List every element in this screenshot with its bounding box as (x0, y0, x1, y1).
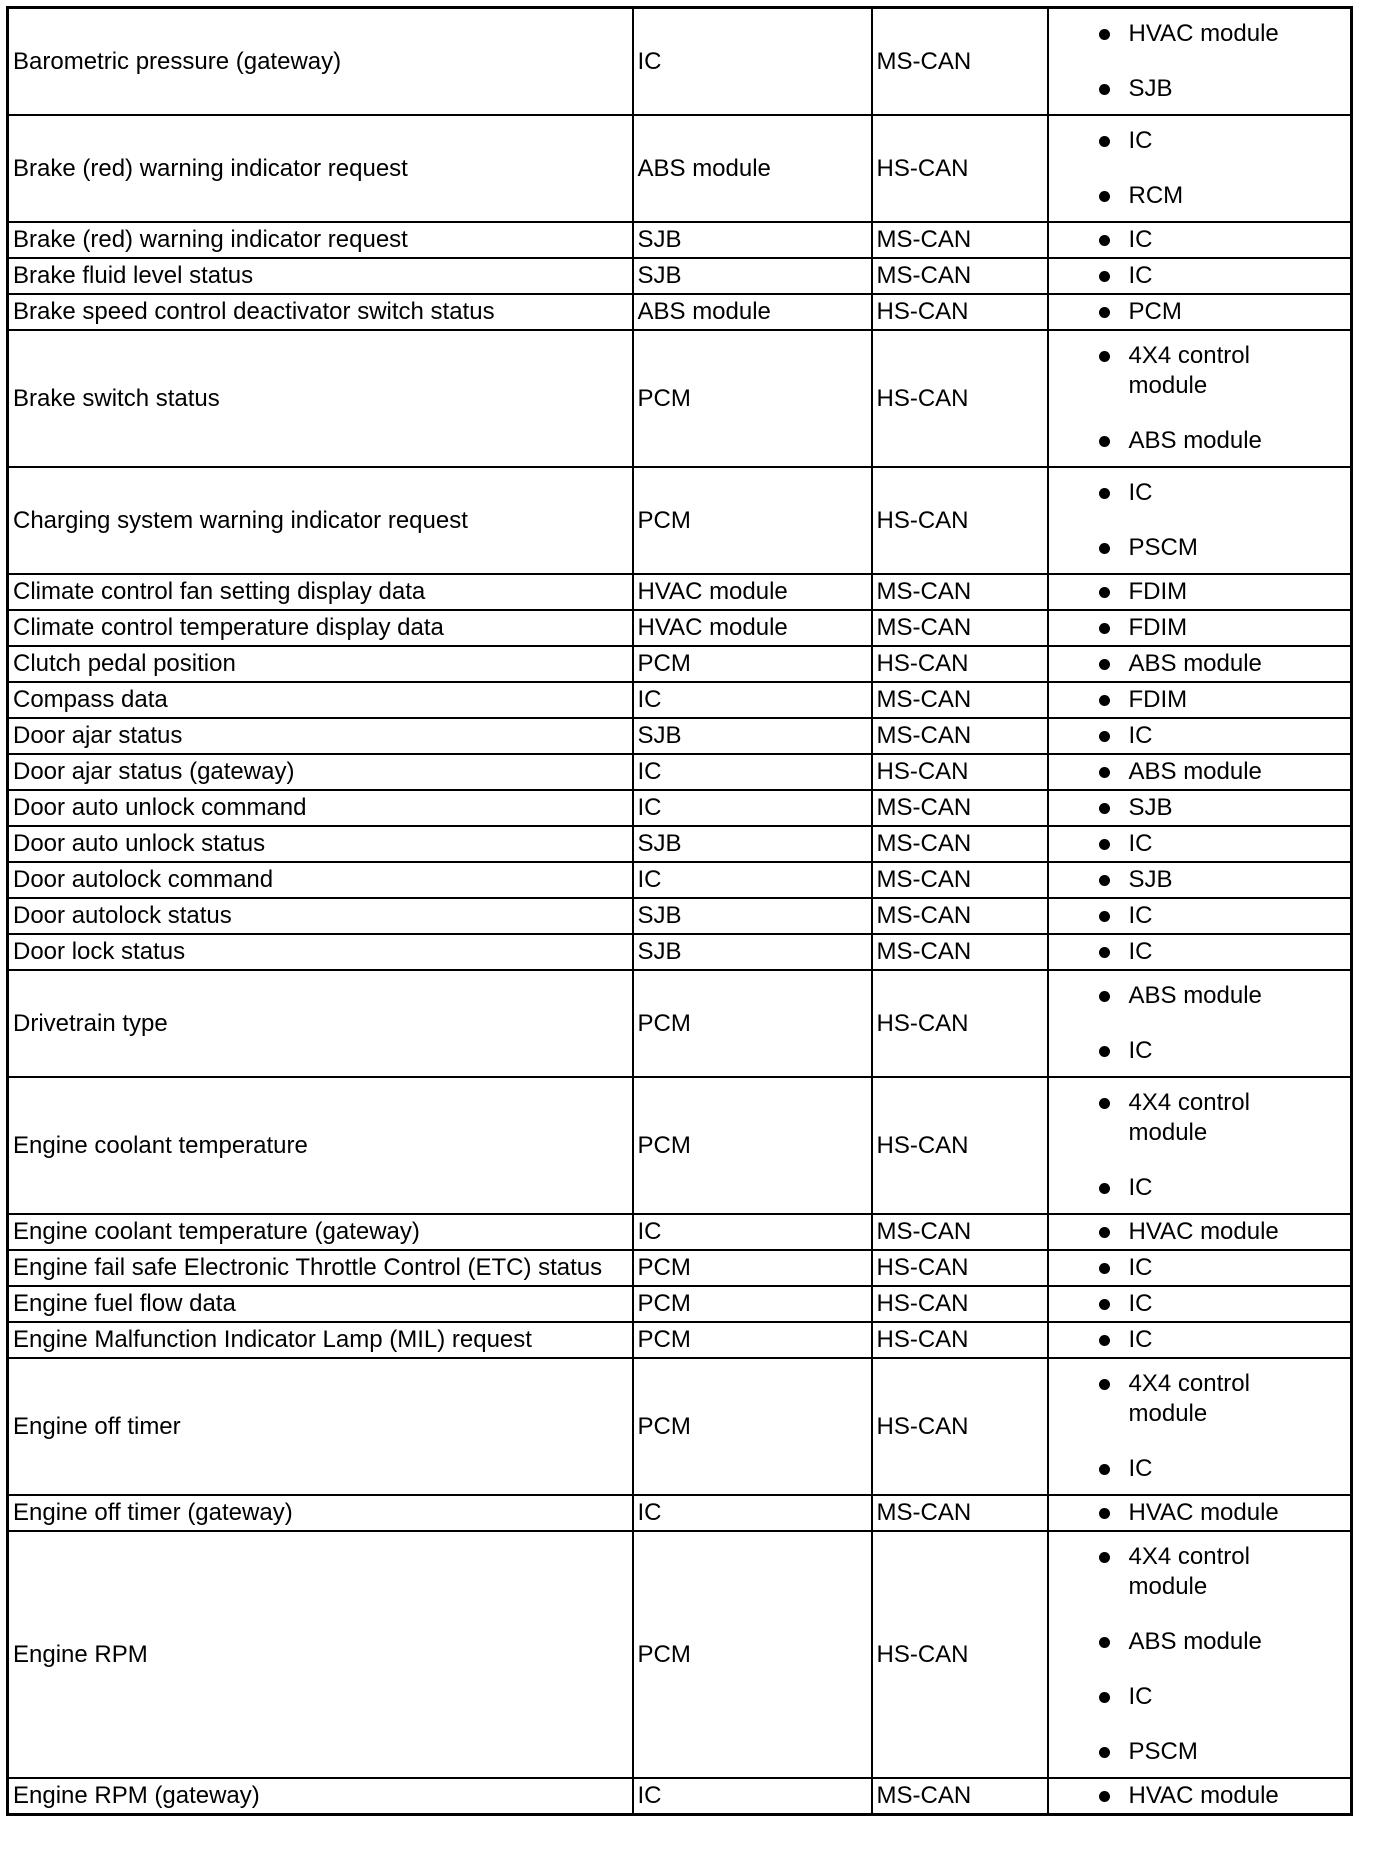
network-cell: MS-CAN (872, 258, 1048, 294)
receiver-label: 4X4 control module (1128, 1370, 1250, 1427)
originator-cell: PCM (633, 1322, 872, 1358)
originator-cell: IC (633, 682, 872, 718)
bullet-icon (1099, 1464, 1110, 1475)
bullet-icon (1099, 307, 1110, 318)
receiver-label: SJB (1128, 794, 1173, 821)
originator-cell: IC (633, 1214, 872, 1250)
receiver-list (1049, 331, 1351, 466)
bullet-icon (1099, 191, 1110, 202)
receiver-list (1049, 295, 1351, 329)
message-cell: Engine Malfunction Indicator Lamp (MIL) request (8, 1322, 633, 1358)
table-row (8, 8, 1352, 116)
originator-cell: PCM (633, 330, 872, 467)
network-cell: HS-CAN (872, 754, 1048, 790)
table-row (8, 934, 1352, 970)
receivers-cell (1048, 862, 1352, 898)
receiver-item (1049, 685, 1351, 715)
receiver-item (1049, 793, 1351, 823)
receivers-cell (1048, 646, 1352, 682)
bullet-icon (1099, 488, 1110, 499)
receivers-cell (1048, 574, 1352, 610)
table-row (8, 294, 1352, 330)
bullet-icon (1099, 351, 1110, 362)
receiver-item (1049, 1173, 1351, 1203)
receivers-cell (1048, 790, 1352, 826)
receiver-label: FDIM (1128, 686, 1188, 713)
bullet-icon (1099, 1227, 1110, 1238)
originator-cell: IC (633, 1495, 872, 1531)
network-cell: MS-CAN (872, 610, 1048, 646)
receivers-cell (1048, 898, 1352, 934)
receivers-cell (1048, 754, 1352, 790)
receiver-label: HVAC module (1128, 1782, 1279, 1809)
receiver-item (1049, 937, 1351, 967)
receiver-label: ABS module (1128, 1628, 1262, 1655)
receivers-cell (1048, 718, 1352, 754)
network-cell: HS-CAN (872, 330, 1048, 467)
receivers-cell (1048, 1322, 1352, 1358)
receiver-item (1049, 1369, 1351, 1429)
bullet-icon (1099, 436, 1110, 447)
receiver-label: FDIM (1128, 614, 1188, 641)
table-row (8, 258, 1352, 294)
receivers-cell (1048, 1778, 1352, 1815)
receiver-label: HVAC module (1128, 1218, 1279, 1245)
receivers-cell (1048, 8, 1352, 116)
receiver-label: IC (1128, 938, 1153, 965)
receivers-cell (1048, 1250, 1352, 1286)
originator-cell: SJB (633, 258, 872, 294)
table-row (8, 115, 1352, 222)
originator-cell: HVAC module (633, 610, 872, 646)
receiver-label: IC (1128, 722, 1153, 749)
network-cell: HS-CAN (872, 1358, 1048, 1495)
receiver-label: ABS module (1128, 650, 1262, 677)
receiver-item (1049, 981, 1351, 1011)
receiver-item (1049, 1253, 1351, 1283)
receiver-label: PCM (1128, 298, 1182, 325)
receiver-label: IC (1128, 1174, 1153, 1201)
originator-cell: PCM (633, 1358, 872, 1495)
network-cell: HS-CAN (872, 1322, 1048, 1358)
receiver-item (1049, 181, 1351, 211)
receiver-list (1049, 116, 1351, 221)
receiver-label: ABS module (1128, 758, 1262, 785)
bullet-icon (1099, 1335, 1110, 1346)
receiver-list (1049, 791, 1351, 825)
bullet-icon (1099, 543, 1110, 554)
network-cell: MS-CAN (872, 1214, 1048, 1250)
bullet-icon (1099, 271, 1110, 282)
receiver-item (1049, 533, 1351, 563)
receiver-list (1049, 1496, 1351, 1530)
receiver-item (1049, 1542, 1351, 1602)
table-row (8, 1077, 1352, 1214)
receiver-label: IC (1128, 262, 1153, 289)
receiver-item (1049, 19, 1351, 49)
receiver-list (1049, 575, 1351, 609)
message-cell: Engine off timer (8, 1358, 633, 1495)
network-cell: MS-CAN (872, 222, 1048, 258)
originator-cell: SJB (633, 934, 872, 970)
receivers-cell (1048, 1077, 1352, 1214)
network-cell: MS-CAN (872, 934, 1048, 970)
receiver-item (1049, 1036, 1351, 1066)
message-cell: Door autolock command (8, 862, 633, 898)
receiver-list (1049, 647, 1351, 681)
receiver-item (1049, 74, 1351, 104)
receiver-label: IC (1128, 1254, 1153, 1281)
receiver-label: 4X4 control module (1128, 1543, 1250, 1600)
message-cell: Brake speed control deactivator switch status (8, 294, 633, 330)
receiver-item (1049, 613, 1351, 643)
message-cell: Engine RPM (gateway) (8, 1778, 633, 1815)
message-cell: Compass data (8, 682, 633, 718)
receivers-cell (1048, 467, 1352, 574)
table-row (8, 790, 1352, 826)
receiver-list (1049, 935, 1351, 969)
originator-cell: ABS module (633, 294, 872, 330)
receivers-cell (1048, 1214, 1352, 1250)
receiver-label: RCM (1128, 182, 1184, 209)
receiver-label: SJB (1128, 75, 1173, 102)
message-cell: Door auto unlock status (8, 826, 633, 862)
network-cell: MS-CAN (872, 574, 1048, 610)
table-body (8, 8, 1352, 1815)
receiver-item (1049, 1627, 1351, 1657)
receiver-list (1049, 755, 1351, 789)
bullet-icon (1099, 136, 1110, 147)
originator-cell: SJB (633, 718, 872, 754)
table-row (8, 1250, 1352, 1286)
message-cell: Brake fluid level status (8, 258, 633, 294)
bullet-icon (1099, 1299, 1110, 1310)
receiver-list (1049, 1215, 1351, 1249)
receiver-list (1049, 1779, 1351, 1813)
table-row (8, 682, 1352, 718)
network-cell: MS-CAN (872, 862, 1048, 898)
receiver-item (1049, 297, 1351, 327)
network-cell: HS-CAN (872, 646, 1048, 682)
message-cell: Door lock status (8, 934, 633, 970)
receiver-item (1049, 1217, 1351, 1247)
receiver-label: IC (1128, 1683, 1153, 1710)
receiver-label: FDIM (1128, 578, 1188, 605)
network-cell: MS-CAN (872, 1495, 1048, 1531)
table-row (8, 574, 1352, 610)
message-cell: Charging system warning indicator request (8, 467, 633, 574)
bullet-icon (1099, 235, 1110, 246)
receiver-item (1049, 1289, 1351, 1319)
network-cell: HS-CAN (872, 970, 1048, 1077)
receiver-label: ABS module (1128, 427, 1262, 454)
message-cell: Engine fuel flow data (8, 1286, 633, 1322)
bullet-icon (1099, 1379, 1110, 1390)
bullet-icon (1099, 1046, 1110, 1057)
bullet-icon (1099, 587, 1110, 598)
bullet-icon (1099, 947, 1110, 958)
originator-cell: HVAC module (633, 574, 872, 610)
bullet-icon (1099, 767, 1110, 778)
network-cell: MS-CAN (872, 826, 1048, 862)
table-row (8, 1778, 1352, 1815)
receiver-item (1049, 1088, 1351, 1148)
receiver-item (1049, 1325, 1351, 1355)
receivers-cell (1048, 1495, 1352, 1531)
receiver-label: 4X4 control module (1128, 342, 1250, 399)
receiver-item (1049, 1454, 1351, 1484)
bullet-icon (1099, 659, 1110, 670)
bullet-icon (1099, 911, 1110, 922)
originator-cell: PCM (633, 1250, 872, 1286)
network-cell: MS-CAN (872, 790, 1048, 826)
originator-cell: IC (633, 862, 872, 898)
receiver-list (1049, 1287, 1351, 1321)
originator-cell: SJB (633, 826, 872, 862)
receiver-item (1049, 1781, 1351, 1811)
receiver-label: HVAC module (1128, 1499, 1279, 1526)
receivers-cell (1048, 610, 1352, 646)
receivers-cell (1048, 1358, 1352, 1495)
receiver-list (1049, 683, 1351, 717)
network-cell: MS-CAN (872, 8, 1048, 116)
receiver-item (1049, 341, 1351, 401)
receiver-list (1049, 1251, 1351, 1285)
table-row (8, 1495, 1352, 1531)
message-cell: Door ajar status (gateway) (8, 754, 633, 790)
message-cell: Engine coolant temperature (gateway) (8, 1214, 633, 1250)
receivers-cell (1048, 970, 1352, 1077)
bullet-icon (1099, 1508, 1110, 1519)
bullet-icon (1099, 803, 1110, 814)
receiver-item (1049, 126, 1351, 156)
receiver-list (1049, 611, 1351, 645)
bullet-icon (1099, 731, 1110, 742)
message-cell: Door autolock status (8, 898, 633, 934)
receiver-item (1049, 721, 1351, 751)
network-cell: MS-CAN (872, 898, 1048, 934)
table-row (8, 898, 1352, 934)
receivers-cell (1048, 258, 1352, 294)
message-cell: Brake (red) warning indicator request (8, 115, 633, 222)
originator-cell: IC (633, 8, 872, 116)
receivers-cell (1048, 330, 1352, 467)
receiver-label: IC (1128, 479, 1153, 506)
originator-cell: IC (633, 1778, 872, 1815)
network-cell: HS-CAN (872, 467, 1048, 574)
receiver-item (1049, 577, 1351, 607)
receiver-item (1049, 1682, 1351, 1712)
receiver-item (1049, 426, 1351, 456)
bullet-icon (1099, 1791, 1110, 1802)
table-row (8, 330, 1352, 467)
table-row (8, 1286, 1352, 1322)
network-cell: HS-CAN (872, 1531, 1048, 1778)
bullet-icon (1099, 839, 1110, 850)
table-row (8, 1358, 1352, 1495)
originator-cell: PCM (633, 467, 872, 574)
receivers-cell (1048, 1286, 1352, 1322)
receiver-list (1049, 1078, 1351, 1213)
receiver-label: IC (1128, 902, 1153, 929)
receivers-cell (1048, 682, 1352, 718)
message-cell: Barometric pressure (gateway) (8, 8, 633, 116)
bullet-icon (1099, 1552, 1110, 1563)
receivers-cell (1048, 294, 1352, 330)
receiver-item (1049, 225, 1351, 255)
bullet-icon (1099, 1637, 1110, 1648)
receiver-item (1049, 261, 1351, 291)
network-cell: MS-CAN (872, 682, 1048, 718)
receiver-label: IC (1128, 1326, 1153, 1353)
bullet-icon (1099, 991, 1110, 1002)
network-cell: HS-CAN (872, 1077, 1048, 1214)
receiver-list (1049, 1323, 1351, 1357)
table-row (8, 1214, 1352, 1250)
table-row (8, 646, 1352, 682)
receiver-label: IC (1128, 830, 1153, 857)
network-cell: HS-CAN (872, 1250, 1048, 1286)
originator-cell: PCM (633, 1531, 872, 1778)
originator-cell: ABS module (633, 115, 872, 222)
network-cell: MS-CAN (872, 718, 1048, 754)
receivers-cell (1048, 826, 1352, 862)
receiver-label: IC (1128, 226, 1153, 253)
bullet-icon (1099, 695, 1110, 706)
originator-cell: IC (633, 790, 872, 826)
receiver-label: SJB (1128, 866, 1173, 893)
receiver-item (1049, 865, 1351, 895)
network-cell: MS-CAN (872, 1778, 1048, 1815)
network-message-table (6, 6, 1353, 1816)
table-row (8, 754, 1352, 790)
originator-cell: SJB (633, 222, 872, 258)
receiver-item (1049, 1498, 1351, 1528)
message-cell: Climate control fan setting display data (8, 574, 633, 610)
message-cell: Engine coolant temperature (8, 1077, 633, 1214)
message-cell: Clutch pedal position (8, 646, 633, 682)
receiver-item (1049, 829, 1351, 859)
receiver-item (1049, 478, 1351, 508)
receiver-item (1049, 649, 1351, 679)
bullet-icon (1099, 623, 1110, 634)
message-cell: Door ajar status (8, 718, 633, 754)
message-cell: Engine fail safe Electronic Throttle Control (ETC) status (8, 1250, 633, 1286)
receiver-label: 4X4 control module (1128, 1089, 1250, 1146)
originator-cell: PCM (633, 1077, 872, 1214)
receiver-label: ABS module (1128, 982, 1262, 1009)
table-row (8, 862, 1352, 898)
originator-cell: IC (633, 754, 872, 790)
receivers-cell (1048, 1531, 1352, 1778)
bullet-icon (1099, 84, 1110, 95)
receiver-list (1049, 719, 1351, 753)
receiver-list (1049, 1532, 1351, 1777)
receivers-cell (1048, 222, 1352, 258)
network-cell: HS-CAN (872, 1286, 1048, 1322)
receiver-list (1049, 223, 1351, 257)
receiver-label: IC (1128, 1455, 1153, 1482)
message-cell: Brake switch status (8, 330, 633, 467)
bullet-icon (1099, 29, 1110, 40)
bullet-icon (1099, 1098, 1110, 1109)
receiver-item (1049, 757, 1351, 787)
receiver-list (1049, 1359, 1351, 1494)
bullet-icon (1099, 1183, 1110, 1194)
receiver-list (1049, 971, 1351, 1076)
table-row (8, 970, 1352, 1077)
table-row (8, 1531, 1352, 1778)
message-cell: Engine off timer (gateway) (8, 1495, 633, 1531)
table-row (8, 1322, 1352, 1358)
table-row (8, 467, 1352, 574)
message-cell: Door auto unlock command (8, 790, 633, 826)
receiver-item (1049, 901, 1351, 931)
table-row (8, 826, 1352, 862)
originator-cell: PCM (633, 970, 872, 1077)
bullet-icon (1099, 875, 1110, 886)
bullet-icon (1099, 1263, 1110, 1274)
originator-cell: SJB (633, 898, 872, 934)
table-row (8, 718, 1352, 754)
network-cell: HS-CAN (872, 115, 1048, 222)
receiver-label: HVAC module (1128, 20, 1279, 47)
receiver-list (1049, 468, 1351, 573)
receiver-item (1049, 1737, 1351, 1767)
table-row (8, 610, 1352, 646)
receiver-list (1049, 259, 1351, 293)
message-cell: Engine RPM (8, 1531, 633, 1778)
receiver-label: IC (1128, 127, 1153, 154)
originator-cell: PCM (633, 646, 872, 682)
bullet-icon (1099, 1747, 1110, 1758)
receiver-label: PSCM (1128, 1738, 1198, 1765)
receiver-list (1049, 9, 1351, 114)
receivers-cell (1048, 934, 1352, 970)
receivers-cell (1048, 115, 1352, 222)
network-cell: HS-CAN (872, 294, 1048, 330)
receiver-list (1049, 827, 1351, 861)
message-cell: Climate control temperature display data (8, 610, 633, 646)
receiver-list (1049, 899, 1351, 933)
receiver-label: PSCM (1128, 534, 1198, 561)
originator-cell: PCM (633, 1286, 872, 1322)
table-row (8, 222, 1352, 258)
message-cell: Drivetrain type (8, 970, 633, 1077)
receiver-label: IC (1128, 1037, 1153, 1064)
message-cell: Brake (red) warning indicator request (8, 222, 633, 258)
bullet-icon (1099, 1692, 1110, 1703)
receiver-label: IC (1128, 1290, 1153, 1317)
receiver-list (1049, 863, 1351, 897)
